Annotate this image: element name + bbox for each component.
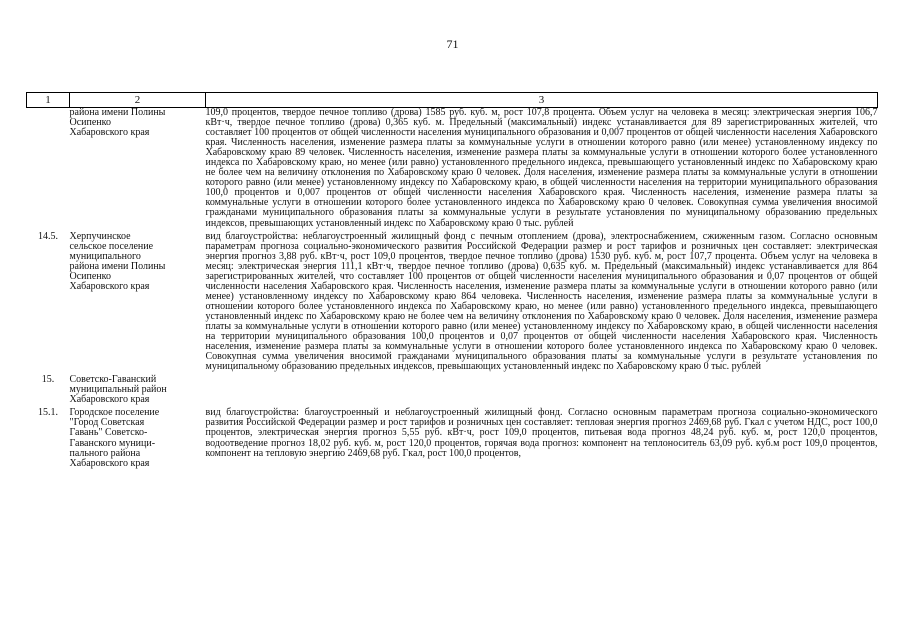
municipality-name xyxy=(70,405,206,468)
municipality-name xyxy=(70,372,206,405)
column-header-1: 1 xyxy=(27,93,70,108)
row-description: 109,0 процентов, твердое печное топливо (дрова) 1585 руб. куб. м, рост 107,8 процента. Объем услуг на человека в месяц: электрическая энергия 106,7 кВт·ч, твердое печное топливо (дрова) 0,365 куб. м. Предельный (максимальный) индекс устанавливается для 89 зарегистрированных жителей, что составляет 100 процентов от общей численности населения муниципального образования и 0,007 процентов от общей численности населения Хабаровского края. Численность населения, изменение размера платы за коммунальные услуги в отношении которого равно (или менее) установленному индексу по Хабаровскому краю 89 человек. Численность населения, изменение размера платы за коммунальные услуги в отношении которого более установленного индекса по Хабаровскому краю, но менее (или равно) установленного предельного индекса, превышающего установленный индекс по Хабаровскому краю не более чем на величину отклонения по Хабаровскому краю 0 человек. Доля населения, изменение размера платы за коммунальные услуги в отношении которого равно (или менее) установленному индексу по Хабаровскому краю, в общей численности населения на территории муниципального образования 100,0 процентов и 0,007 процентов от общей численности населения Хабаровского края. Численность населения, изменение размера платы за коммунальные услуги в отношении которого более установленного индекса по Хабаровскому краю 0 человек. Совокупная сумма увеличения вносимой гражданами муниципального образования платы за коммунальные услуги в результате установления по муниципальному образованию предельных индексов, превышающих установленный индекс по Хабаровскому краю 0 тыс. рублей xyxy=(205,107,878,229)
table-row xyxy=(27,108,878,229)
municipality-name xyxy=(70,229,206,373)
row-description xyxy=(206,372,878,405)
municipality-name-text: района имени Полины Осипенко Хабаровского края xyxy=(69,107,166,139)
row-number: 14.5. xyxy=(38,230,58,242)
municipality-name-text: Советско-Гаванский муниципальный район Хабаровского края xyxy=(69,374,167,406)
column-header-3: 3 xyxy=(206,93,878,108)
row-number: 15.1. xyxy=(38,407,58,419)
table-header-row xyxy=(27,93,878,108)
column-header-2: 2 xyxy=(70,93,206,108)
row-number xyxy=(27,108,70,229)
municipality-name-text: Херпучинское сельское поселение муниципального района имени Полины Осипенко Хабаровского края xyxy=(69,230,166,292)
municipality-name-text: Городское поселение "Город Советская Гавань" Советско- Гаванского муници- пального района Хабаровского края xyxy=(69,407,160,469)
table-row xyxy=(27,372,878,405)
row-description: вид благоустройства: неблагоустроенный жилищный фонд с печным отоплением (дрова), электроснабжением, сжиженным газом. Согласно основным параметрам прогноза социально-экономического развития Российской Федерации размер и рост тарифов и розничных цен составляет: электрическая энергия прогноз 3,88 руб. кВт·ч, рост 109,0 процентов, твердое печное топливо (дрова) 1530 руб. куб. м, рост 107,7 процента. Объем услуг на человека в месяц: электрическая энергия 111,1 кВт·ч, твердое печное топливо (дрова) 0,635 куб. м. Предельный (максимальный) индекс устанавливается для 864 зарегистрированных жителей, что составляет 100 процентов от общей численности населения муниципального образования и 0,07 процентов от общей численности населения Хабаровского края. Численность населения, изменение размера платы за коммунальные услуги в отношении которого равно (или менее) установленному индексу по Хабаровскому краю 864 человека. Численность населения, изменение размера платы за коммунальные услуги в отношении которого более установленного индекса по Хабаровскому краю, но менее (или равно) установленного предельного индекса, превышающего установленный индекс по Хабаровскому краю не более чем на величину отклонения по Хабаровскому краю 0 человек. Доля населения, изменение размера платы за коммунальные услуги в отношении которого равно (или менее) установленному индексу по Хабаровскому краю, в общей численности населения на территории муниципального образования 100,0 процентов и 0,07 процентов от общей численности населения Хабаровского края. Численность населения, изменение размера платы за коммунальные услуги в отношении которого более установленного индекса по Хабаровскому краю 0 человек. Совокупная сумма увеличения вносимой гражданами муниципального образования платы за коммунальные услуги в результате установления по муниципальному образованию предельных индексов, превышающих установленный индекс по Хабаровскому краю 0 тыс. рублей xyxy=(205,230,878,373)
table-row xyxy=(27,405,878,468)
page-number: 71 xyxy=(446,37,459,51)
municipality-name xyxy=(70,108,206,229)
tariff-table xyxy=(26,92,878,469)
row-number: 15. xyxy=(41,374,55,386)
table-row xyxy=(27,229,878,373)
row-description: вид благоустройства: благоустроенный и неблагоустроенный жилищный фонд. Согласно основным параметрам прогноза социально-экономического развития Российской Федерации размер и рост тарифов и розничных цен составляет: тепловая энергия прогноз 2469,68 руб. Гкал с учетом НДС, рост 100,0 процентов, электрическая энергия прогноз 5,55 руб. кВт·ч, рост 109,0 процентов, питьевая вода прогноз 48,24 руб. куб. м, рост 120,0 процентов, водоотведение прогноз 18,02 руб. куб. м, рост 120,0 процентов, горячая вода прогноз: компонент на теплоноситель 63,09 руб. куб.м рост 109,0 процентов, компонент на тепловую энергию 2469,68 руб. Гкал, рост 100,0 процентов, xyxy=(205,407,878,459)
